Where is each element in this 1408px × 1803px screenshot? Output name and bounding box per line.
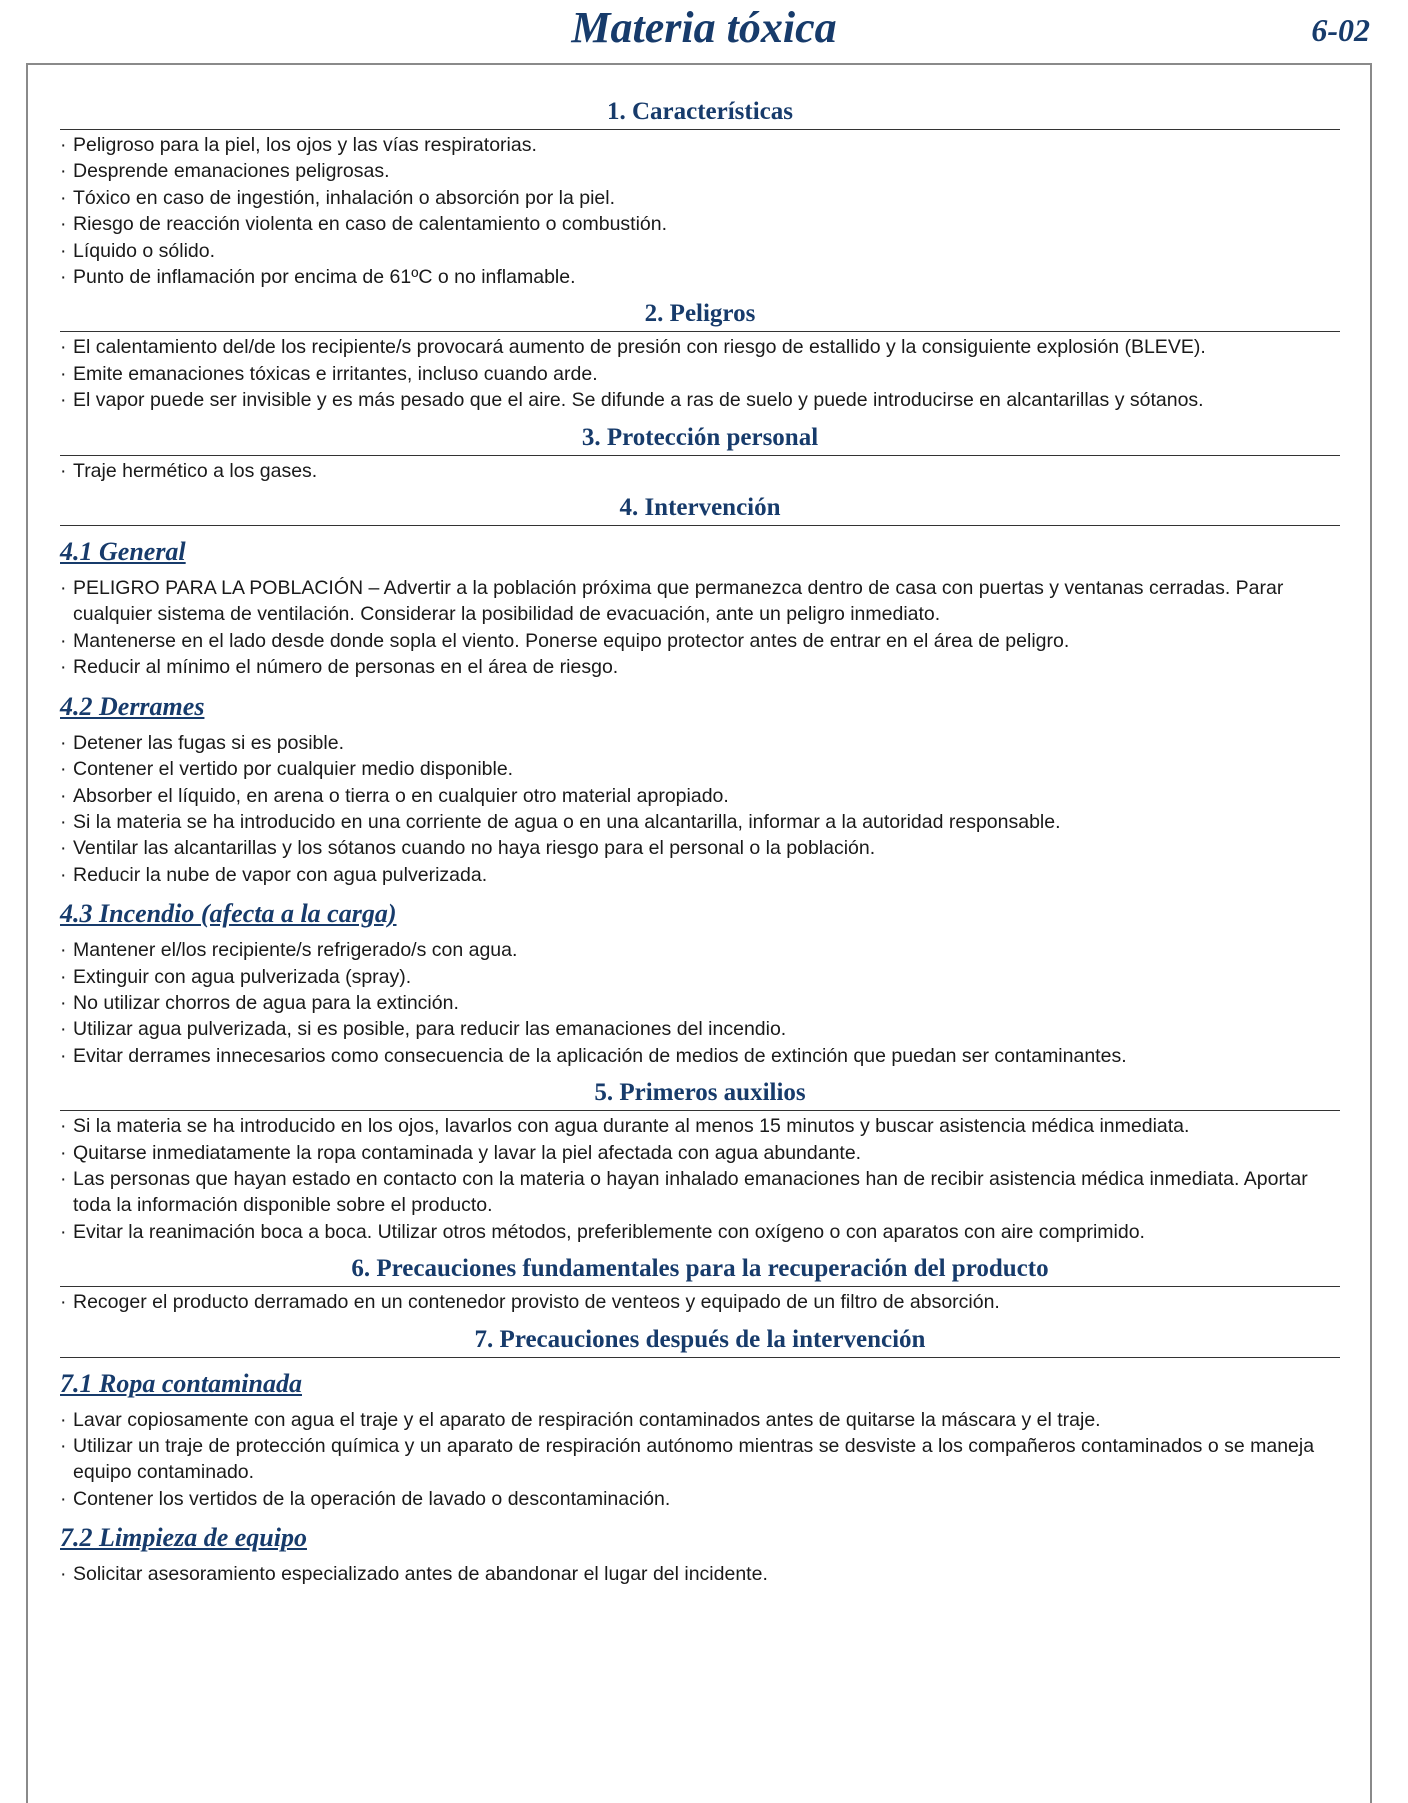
document-code: 6-02 [1311,12,1370,48]
list-item: · Reducir la nube de vapor con agua pulverizada. [60,862,1340,888]
list-item: · Extinguir con agua pulverizada (spray). [60,964,1340,990]
subsection-title-limpieza-equipo: 7.2 Limpieza de equipo [60,1523,307,1553]
subsection-title-ropa-contaminada: 7.1 Ropa contaminada [60,1368,302,1398]
section-title-peligros: 2. Peligros [60,298,1340,332]
list-item: · Si la materia se ha introducido en una corriente de agua o en una alcantarilla, informar a la autoridad responsable. [60,809,1340,835]
list-recuperacion [60,1289,1340,1315]
list-item: · Detener las fugas si es posible. [60,730,1340,756]
list-item: · Solicitar asesoramiento especializado antes de abandonar el lugar del incidente. [60,1561,1340,1587]
list-item: · Mantener el/los recipiente/s refrigerado/s con agua. [60,937,1340,963]
list-item: · Desprende emanaciones peligrosas. [60,158,1340,184]
section-title-proteccion: 3. Protección personal [60,422,1340,456]
document-title: Materia tóxica [571,3,837,52]
subsection-title-derrames: 4.2 Derrames [60,691,205,721]
list-item: · Evitar derrames innecesarios como consecuencia de la aplicación de medios de extinción que puedan ser contaminantes. [60,1043,1340,1069]
page-header [0,0,1408,60]
list-incendio [60,937,1340,1069]
subsection-title-general: 4.1 General [60,537,186,567]
list-ropa-contaminada [60,1407,1340,1513]
list-item: · Lavar copiosamente con agua el traje y el aparato de respiración contaminados antes de quitarse la máscara y el traje. [60,1407,1340,1433]
list-item: · Contener los vertidos de la operación de lavado o descontaminación. [60,1486,1340,1512]
list-item: · Traje hermético a los gases. [60,458,1340,484]
list-item: · Evitar la reanimación boca a boca. Utilizar otros métodos, preferiblemente con oxígeno o con aparatos con aire comprimido. [60,1219,1340,1245]
list-item: · Reducir al mínimo el número de personas en el área de riesgo. [60,654,1340,680]
section-title-primeros-auxilios: 5. Primeros auxilios [60,1077,1340,1111]
list-item: · Recoger el producto derramado en un contenedor provisto de venteos y equipado de un filtro de absorción. [60,1289,1340,1315]
list-item: · El calentamiento del/de los recipiente/s provocará aumento de presión con riesgo de estallido y la consiguiente explosión (BLEVE). [60,334,1340,360]
section-title-recuperacion: 6. Precauciones fundamentales para la recuperación del producto [60,1253,1340,1287]
list-item: · El vapor puede ser invisible y es más pesado que el aire. Se difunde a ras de suelo y puede introducirse en alcantarillas y sótanos. [60,387,1340,413]
list-item: · Riesgo de reacción violenta en caso de calentamiento o combustión. [60,211,1340,237]
list-peligros [60,334,1340,413]
list-item: · Líquido o sólido. [60,238,1340,264]
list-item: · PELIGRO PARA LA POBLACIÓN – Advertir a la población próxima que permanezca dentro de casa con puertas y ventanas cerradas. Parar cualquier sistema de ventilación. Considerar la posibilidad de evacuación, ante un peligro inmediato. [60,575,1340,628]
list-item: · Utilizar un traje de protección química y un aparato de respiración autónomo mientras se desviste a los compañeros contaminados o se maneja equipo contaminado. [60,1433,1340,1486]
list-proteccion [60,458,1340,484]
list-item: · Mantenerse en el lado desde donde sopla el viento. Ponerse equipo protector antes de entrar en el área de peligro. [60,628,1340,654]
list-derrames [60,730,1340,888]
list-general [60,575,1340,681]
list-item: · No utilizar chorros de agua para la extinción. [60,990,1340,1016]
list-primeros-auxilios [60,1113,1340,1245]
list-item: · Contener el vertido por cualquier medio disponible. [60,756,1340,782]
section-title-caracteristicas: 1. Características [60,96,1340,130]
list-item: · Emite emanaciones tóxicas e irritantes, incluso cuando arde. [60,361,1340,387]
list-item: · Tóxico en caso de ingestión, inhalación o absorción por la piel. [60,185,1340,211]
list-item: · Peligroso para la piel, los ojos y las vías respiratorias. [60,132,1340,158]
list-item: · Punto de inflamación por encima de 61ºC o no inflamable. [60,264,1340,290]
section-title-intervencion: 4. Intervención [60,492,1340,526]
document-body [60,96,1340,1596]
list-item: · Las personas que hayan estado en contacto con la materia o hayan inhalado emanaciones han de recibir asistencia médica inmediata. Aportar toda la información disponible sobre el producto. [60,1166,1340,1219]
list-caracteristicas [60,132,1340,290]
list-item: · Quitarse inmediatamente la ropa contaminada y lavar la piel afectada con agua abundante. [60,1140,1340,1166]
list-item: · Utilizar agua pulverizada, si es posible, para reducir las emanaciones del incendio. [60,1016,1340,1042]
list-item: · Si la materia se ha introducido en los ojos, lavarlos con agua durante al menos 15 minutos y buscar asistencia médica inmediata. [60,1113,1340,1139]
section-title-despues-intervencion: 7. Precauciones después de la intervención [60,1324,1340,1358]
list-limpieza-equipo [60,1561,1340,1587]
subsection-title-incendio: 4.3 Incendio (afecta a la carga) [60,899,397,929]
list-item: · Ventilar las alcantarillas y los sótanos cuando no haya riesgo para el personal o la población. [60,835,1340,861]
list-item: · Absorber el líquido, en arena o tierra o en cualquier otro material apropiado. [60,783,1340,809]
